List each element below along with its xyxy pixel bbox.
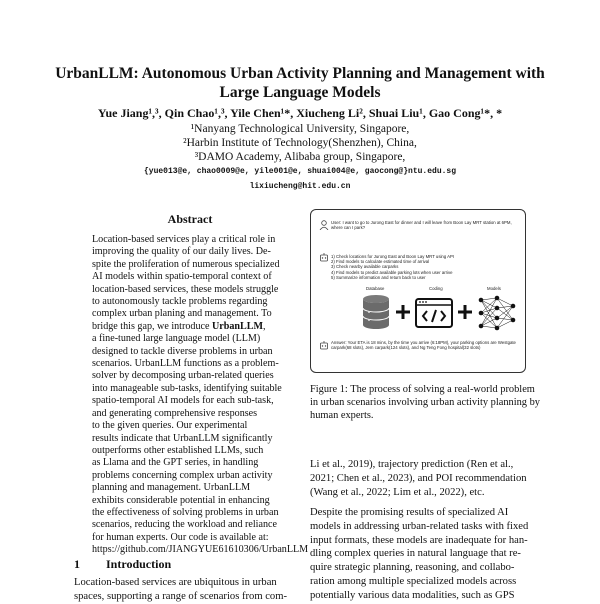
right-column-paragraph-1 [310, 458, 534, 499]
abstract-line: location-based services, these models struggle [92, 283, 279, 295]
abstract-line: outperforms other established LLMs, such [92, 444, 264, 456]
affiliation-3: ³DAMO Academy, Alibaba group, Singapore, [194, 151, 406, 163]
abstract-line: https://github.com/JIANGYUE61610306/UrbanLLM [92, 544, 309, 556]
paper-title-line-1: UrbanLLM: Autonomous Urban Activity Planning and Management with [55, 65, 545, 82]
abstract-line: as Llama and the GPT series, in handling [92, 457, 259, 469]
neural-network-icon [477, 294, 517, 332]
figure-step: 5) Summarize information and return back to user [331, 274, 426, 280]
affiliation-2: ²Harbin Institute of Technology(Shenzhen), China, [183, 137, 417, 149]
author-emails: {yue013@e, chao0009@e, yile001@e, shuai004@e, gaocong@}ntu.edu.sg [143, 167, 457, 176]
body-line: (Wang et al., 2022; Lim et al., 2022), etc. [310, 486, 485, 498]
section-title: Introduction [106, 557, 172, 571]
robot-icon [319, 252, 329, 262]
abstract-line: into manageable sub-tasks, identifying suitable [92, 382, 282, 394]
robot-icon [319, 340, 329, 350]
body-line: ration among multiple specialized models across [310, 575, 517, 587]
section-heading-introduction [74, 557, 171, 572]
section-number: 1 [74, 557, 80, 571]
figure-label-coding: Coding [429, 286, 443, 291]
abstract-line: planning and management. UrbanLLM [92, 482, 251, 494]
body-line: potentially various data modalities, such as GPS [310, 589, 515, 601]
abstract-line: complex urban planing and management. To [92, 308, 272, 320]
abstract-line: spatio-temporal AI models for each sub-task, [92, 395, 274, 407]
body-line: models in addressing urban-related tasks with fixed [310, 520, 529, 532]
figure-step: 1) Check locations for Jurong East and Boon Lay MRT using API [331, 254, 455, 259]
introduction-line: Location-based services are ubiquitous in urban [74, 577, 277, 588]
abstract-line: scenarios, reducing the workload and reliance [92, 519, 277, 531]
abstract-line: designed to tackle diverse problems in urban [92, 345, 273, 357]
abstract-line: problems concerning complex urban activity [92, 469, 273, 481]
figure-user-query: User: I want to go to Jurong East for dinner and I will leave from Boon Lay MRT station at 6PM, where can I park? [331, 220, 512, 231]
abstract-line: scenarios. UrbanLLM functions as a problem- [92, 358, 279, 370]
right-column-paragraph-2 [310, 506, 534, 603]
caption-line: Figure 1: The process of solving a real-world problem [310, 384, 535, 395]
code-editor-icon [415, 298, 453, 328]
figure-label-database: Database [366, 286, 385, 291]
database-icon [361, 294, 391, 330]
abstract-line: and generating comprehensive responses [92, 407, 258, 419]
author-email-hit: lixiucheng@hit.edu.cn [249, 182, 351, 191]
figure-step: 2) Find models to calculate estimated time of arrival [331, 259, 430, 265]
abstract-line: results indicate that UrbanLLM significantly [92, 432, 273, 444]
abstract-line: the effectiveness of solving problems in urban [92, 506, 279, 518]
figure-step: 3) Check nearby available carparks [331, 264, 399, 270]
body-line: input formats, these models are inadequate for han- [310, 534, 528, 546]
user-icon [319, 220, 329, 230]
figure-step: 4) Find models to predict available parking lots when user arrive [331, 269, 453, 275]
abstract-line: a fine-tuned large language model (LLM) [92, 333, 261, 345]
figure-label-models: Models [487, 286, 501, 291]
plus-icon [395, 304, 411, 320]
abstract-line: solver by decomposing urban-related queries [92, 370, 274, 382]
abstract-line: spite the proliferation of numerous specialized [92, 258, 280, 270]
abstract-line: Location-based services play a critical role in [92, 234, 276, 245]
body-line: Li et al., 2019), trajectory prediction (Ren et al., [310, 459, 514, 470]
caption-line: in urban scenarios involving urban activity planning by [310, 397, 540, 408]
figure-step-list [331, 254, 454, 280]
affiliation-1: ¹Nanyang Technological University, Singapore, [190, 123, 410, 135]
introduction-line: spaces, supporting a range of scenarios from com- [74, 590, 287, 602]
abstract-line: for human experts. Our code is available at: [92, 531, 269, 543]
abstract-line: to autonomously tackle problems regarding [92, 296, 268, 308]
body-line: quire strategic planning, reasoning, and collabo- [310, 562, 515, 574]
abstract-line: exhibits considerable potential in enhancing [92, 494, 270, 506]
body-line: 2021; Chen et al., 2023), and POI recommendation [310, 472, 527, 484]
paper-title-line-2: Large Language Models [219, 84, 381, 101]
figure-1-caption [310, 383, 540, 422]
paper-title [0, 64, 600, 102]
body-line: Despite the promising results of specialized AI [310, 507, 509, 518]
abstract-body [92, 234, 309, 557]
caption-line: human experts. [310, 410, 374, 421]
abstract-line: to the given queries. Our experimental [92, 420, 248, 432]
abstract-line: bridge this gap, we introduce UrbanLLM, [92, 320, 266, 332]
abstract-line: AI models within spatio-temporal context of [92, 271, 272, 283]
introduction-body [74, 576, 298, 604]
figure-1 [310, 209, 526, 373]
abstract-line: improving the quality of our daily lives. De- [92, 246, 271, 258]
body-line: dling complex queries in natural language that re- [310, 548, 521, 560]
abstract-heading: Abstract [167, 212, 213, 226]
author-list: Yue Jiang¹,³, Qin Chao¹,³, Yile Chen¹*, Xiucheng Li², Shuai Liu¹, Gao Cong¹*, * [97, 106, 503, 120]
plus-icon [457, 304, 473, 320]
figure-answer: Answer: Your ETA is 18 mins, by the time you arrive (6:18PM), your parking options are Westgate carpark(68 slots), Jem carpark(124 slots), and Ng Teng Fong hospital(32 slots) [331, 340, 516, 351]
